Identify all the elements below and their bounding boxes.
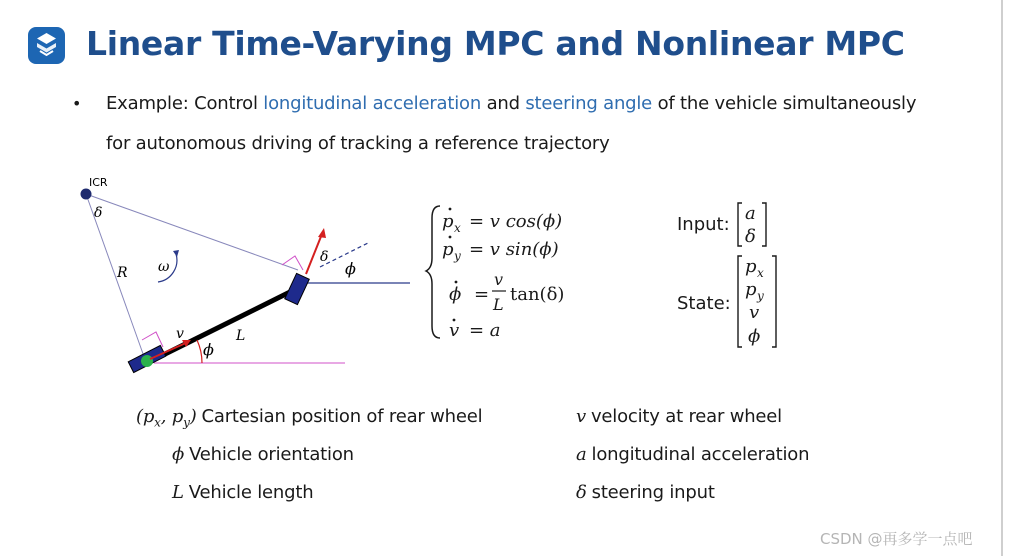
watermark: CSDN @再多学一点吧 <box>820 530 973 548</box>
legend-pos-p: (p <box>136 406 155 427</box>
legend-pos-mid: , p <box>160 406 184 427</box>
velocity-label: v <box>176 326 184 342</box>
eq1-sub: x <box>454 221 461 235</box>
rear-right-angle-mark <box>142 332 163 347</box>
phi-label-rear: ϕ <box>203 340 214 359</box>
legend-delta-text: steering input <box>591 482 715 503</box>
phi-label-front: ϕ <box>345 259 356 278</box>
page-title: Linear Time-Varying MPC and Nonlinear MPC <box>86 24 905 63</box>
legend-length <box>172 482 313 503</box>
radius-label: R <box>117 265 128 281</box>
bicycle-model-diagram <box>70 170 430 385</box>
eq1-rhs: = v cos(ϕ) <box>469 211 563 232</box>
input-a: a <box>745 203 756 224</box>
legend-position-symbol <box>136 406 197 430</box>
legend-position <box>136 406 482 430</box>
legend-delta-symbol: δ <box>576 482 587 503</box>
logo-icon <box>28 27 65 64</box>
eq3-denominator: L <box>493 295 504 314</box>
bullet-suffix: of the vehicle simultaneously <box>652 93 917 114</box>
eq2-lhs: p <box>442 239 454 260</box>
legend-orientation <box>172 444 354 465</box>
eq3-lhs: ϕ <box>449 284 462 305</box>
state-py: p <box>745 279 757 300</box>
slide-edge-divider <box>1001 0 1003 556</box>
state-px: p <box>745 256 757 277</box>
eq2-rhs: = v sin(ϕ) <box>469 239 559 260</box>
state-bracket-left <box>738 256 742 347</box>
input-bracket-left <box>738 203 742 246</box>
delta-label-front: δ <box>320 249 329 265</box>
icr-label: ICR <box>89 176 108 189</box>
bullet-line-2: for autonomous driving of tracking a reference trajectory <box>106 133 610 154</box>
dot-px <box>449 208 452 211</box>
dot-phi <box>455 281 458 284</box>
legend-position-text: Cartesian position of rear wheel <box>201 406 483 427</box>
legend-phi-symbol: ϕ <box>172 444 185 465</box>
legend-L-symbol: L <box>172 482 184 503</box>
legend-pos-sub-x: x <box>154 415 161 430</box>
eq3-numerator: v <box>494 270 504 289</box>
state-phi: ϕ <box>748 326 761 347</box>
icr-point <box>81 189 92 200</box>
input-delta: δ <box>745 226 756 247</box>
dot-py <box>449 236 452 239</box>
legend-a-symbol: a <box>576 444 587 465</box>
eq2-sub: y <box>454 249 461 263</box>
legend-v-symbol: v <box>576 406 586 427</box>
eq4-lhs: v <box>449 320 460 341</box>
state-label: State: <box>677 293 731 314</box>
eq4-rhs: = a <box>469 320 501 341</box>
eq3-tail: tan(δ) <box>510 284 565 305</box>
legend-L-text: Vehicle length <box>188 482 314 503</box>
bullet-prefix: Example: Control <box>106 93 264 114</box>
rear-wheel-point <box>141 355 153 367</box>
input-label: Input: <box>677 214 730 235</box>
vehicle-body <box>147 288 298 363</box>
legend-acceleration <box>576 444 809 465</box>
legend-steering <box>576 482 715 503</box>
state-vector <box>734 253 794 351</box>
delta-label-icr: δ <box>94 205 103 221</box>
bullet-dot: • <box>72 94 82 113</box>
state-py-sub: y <box>757 289 764 303</box>
eq1-lhs: p <box>442 211 454 232</box>
legend-velocity <box>576 406 782 427</box>
icr-ray-front <box>86 194 298 270</box>
front-wheel <box>285 273 310 304</box>
state-bracket-right <box>772 256 776 347</box>
legend-a-text: longitudinal acceleration <box>591 444 810 465</box>
legend-pos-sub-y: y <box>183 415 190 430</box>
legend-v-text: velocity at rear wheel <box>590 406 782 427</box>
equation-brace <box>426 206 440 338</box>
legend-phi-text: Vehicle orientation <box>189 444 354 465</box>
phi-arc <box>197 340 202 363</box>
legend-pos-end: ) <box>189 406 197 427</box>
highlight-steering-angle: steering angle <box>525 93 653 114</box>
input-vector <box>734 200 784 250</box>
state-v: v <box>749 302 760 323</box>
bullet-line-1 <box>106 93 916 114</box>
bullet-middle: and <box>481 93 526 114</box>
state-px-sub: x <box>757 266 764 280</box>
highlight-longitudinal-acceleration: longitudinal acceleration <box>263 93 482 114</box>
omega-label: ω <box>158 259 170 275</box>
eq3-equals: = <box>474 284 490 305</box>
length-label: L <box>236 328 246 344</box>
steering-arrowhead <box>318 228 326 238</box>
input-bracket-right <box>762 203 766 246</box>
kinematic-equations <box>424 198 624 348</box>
